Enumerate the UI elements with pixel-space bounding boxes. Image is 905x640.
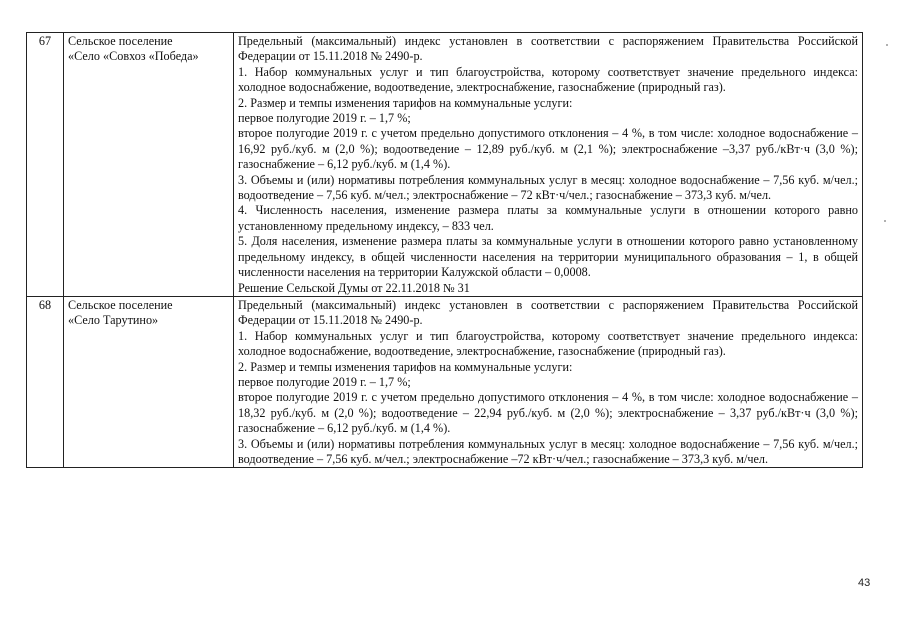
paragraph: 3. Объемы и (или) нормативы потребления коммунальных услуг в месяц: холодное водоснабжение – 7,56 куб. м/чел.; водоотведение – 7,56 куб. м/чел.; электроснабжение – 72 кВт·ч/чел.; газоснабжение – 373,3 куб. м/чел. <box>238 172 858 203</box>
paragraph: первое полугодие 2019 г. – 1,7 %; <box>238 374 411 389</box>
paragraph: Предельный (максимальный) индекс установлен в соответствии с распоряжением Правительства Российской Федерации от 15.11.2018 № 2490-р. <box>238 297 858 328</box>
paragraph: второе полугодие 2019 г. с учетом предельно допустимого отклонения – 4 %, в том числе: холодное водоснабжение – 18,32 руб./куб. м (2,0 %); водоотведение – 22,94 руб./куб. м (2,0 %); электроснабжение – 3,37 руб./кВт·ч (3,0 %); газоснабжение – 6,12 руб./куб. м (1,4 %). <box>238 390 858 436</box>
paragraph: 3. Объемы и (или) нормативы потребления коммунальных услуг в месяц: холодное водоснабжение – 7,56 куб. м/чел.; водоотведение – 7,56 куб. м/чел.; электроснабжение –72 кВт·ч/чел.; газоснабжение – 373,3 куб. м/чел. <box>238 436 858 466</box>
row-number: 67 <box>27 33 64 297</box>
paragraph: Предельный (максимальный) индекс установлен в соответствии с распоряжением Правительства Российской Федерации от 15.11.2018 № 2490-р. <box>238 34 858 64</box>
index-description <box>234 296 863 467</box>
page-number: 43 <box>858 577 871 589</box>
scan-speck <box>884 220 886 222</box>
paragraph: 1. Набор коммунальных услуг и тип благоустройства, которому соответствует значение предельного индекса: холодное водоснабжение, водоотведение, электроснабжение, газоснабжение (природный газ). <box>238 64 858 95</box>
tariff-table <box>26 32 863 468</box>
paragraph: 1. Набор коммунальных услуг и тип благоустройства, которому соответствует значение предельного индекса: холодное водоснабжение, водоотведение, электроснабжение, газоснабжение (природный газ). <box>238 328 858 359</box>
settlement-name-line: Сельское поселение <box>68 34 173 48</box>
table-row <box>27 33 863 297</box>
settlement-name <box>64 296 234 467</box>
scan-speck <box>886 44 888 46</box>
settlement-name-line: Сельское поселение <box>68 297 173 312</box>
settlement-name-line: «Село «Совхоз «Победа» <box>68 49 199 64</box>
settlement-name-line: «Село Тарутино» <box>68 313 159 328</box>
table-row <box>27 296 863 467</box>
paragraph: 2. Размер и темпы изменения тарифов на коммунальные услуги: <box>238 95 573 110</box>
paragraph: Решение Сельской Думы от 22.11.2018 № 31 <box>238 280 470 295</box>
index-description <box>234 33 863 297</box>
settlement-name <box>64 33 234 297</box>
paragraph: 5. Доля населения, изменение размера платы за коммунальные услуги в отношении которого равно установленному предельному индексу, в общей численности населения на территории муниципального образования – 1, в общей численности населения на территории Калужской области – 0,0008. <box>238 234 858 280</box>
paragraph: 4. Численность населения, изменение размера платы за коммунальные услуги в отношении которого равно установленному предельному индексу, – 833 чел. <box>238 203 858 233</box>
paragraph: 2. Размер и темпы изменения тарифов на коммунальные услуги: <box>238 359 573 374</box>
row-number: 68 <box>27 296 64 467</box>
paragraph: первое полугодие 2019 г. – 1,7 %; <box>238 111 411 126</box>
paragraph: второе полугодие 2019 г. с учетом предельно допустимого отклонения – 4 %, в том числе: холодное водоснабжение – 16,92 руб./куб. м (2,0 %); водоотведение – 12,89 руб./куб. м (2,1 %); электроснабжение –3,37 руб./кВт·ч (3,0 %); газоснабжение – 6,12 руб./куб. м (1,4 %). <box>238 126 858 172</box>
